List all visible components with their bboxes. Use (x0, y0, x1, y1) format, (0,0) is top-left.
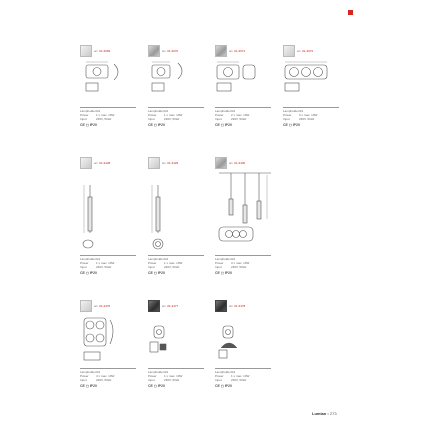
brand-name: Lumian (312, 411, 327, 416)
product-thumbnail (80, 45, 92, 57)
product-cell (80, 157, 140, 275)
product-thumbnail (148, 157, 160, 169)
certification-marks: CE ◻ IP20 (80, 271, 97, 275)
spec-table: LampholderG9 Power 3 x max. 10W Input 230V, 50Hz CE ◻ IP20 (215, 255, 271, 275)
article-number: art. 01-3429 (162, 161, 179, 165)
certification-marks: CE ◻ IP20 (148, 123, 165, 127)
product-cell (148, 157, 208, 275)
spec-table: LampholderG9 Power 1 x max. 10W Input 230V, 50Hz CE ◻ IP20 (148, 107, 204, 127)
technical-drawing (148, 314, 198, 364)
spec-table: LampholderG9 Power 1 x max. 10W Input 230V, 50Hz CE ◻ IP20 (148, 255, 204, 275)
product-thumbnail (148, 300, 160, 312)
certification-marks: CE ◻ IP20 (215, 123, 232, 127)
corner-marker (348, 10, 353, 15)
product-cell (215, 300, 275, 400)
article-number: art. 01-3475 (94, 304, 111, 308)
technical-drawing (80, 59, 130, 99)
technical-drawing (80, 171, 130, 251)
page-footer (312, 411, 337, 416)
technical-drawing (215, 314, 265, 364)
spec-table: LampholderG9 Power 3 x max. 10W Input 230V, 50Hz CE ◻ IP20 (283, 107, 339, 127)
technical-drawing (215, 59, 265, 99)
product-cell (215, 157, 275, 275)
technical-drawing (148, 171, 198, 251)
page-number: • 273 (327, 411, 337, 416)
product-thumbnail (215, 300, 227, 312)
product-cell (80, 45, 140, 145)
spec-table: LampholderG9 Power 1 x max. 10W Input 230V, 50Hz CE ◻ IP20 (215, 368, 271, 388)
certification-marks: CE ◻ IP20 (215, 384, 232, 388)
technical-drawing (215, 171, 275, 253)
article-number: art. 01-3072 (297, 49, 314, 53)
certification-marks: CE ◻ IP20 (283, 123, 300, 127)
product-thumbnail (215, 157, 227, 169)
product-cell (283, 45, 343, 145)
certification-marks: CE ◻ IP20 (215, 271, 232, 275)
certification-marks: CE ◻ IP20 (80, 384, 97, 388)
certification-marks: CE ◻ IP20 (148, 384, 165, 388)
technical-drawing (148, 59, 198, 99)
spec-table: LampholderG9 Power 1 x max. 10W Input 230V, 50Hz CE ◻ IP20 (148, 368, 204, 388)
article-number: art. 01-3430 (229, 161, 246, 165)
spec-table: LampholderG9 Power 2 x max. 10W Input 230V, 50Hz CE ◻ IP20 (215, 107, 271, 127)
product-cell (148, 300, 208, 400)
product-cell (148, 45, 208, 145)
article-number: art. 01-3069 (94, 49, 111, 53)
article-number: art. 01-3070 (162, 49, 179, 53)
article-number: art. 01-3477 (162, 304, 179, 308)
product-thumbnail (283, 45, 295, 57)
product-thumbnail (148, 45, 160, 57)
product-thumbnail (215, 45, 227, 57)
spec-table: LampholderG9 Power 1 x max. 10W Input 230V, 50Hz CE ◻ IP20 (80, 255, 136, 275)
technical-drawing (283, 59, 333, 99)
certification-marks: CE ◻ IP20 (80, 123, 97, 127)
article-number: art. 01-3478 (229, 304, 246, 308)
product-thumbnail (80, 300, 92, 312)
spec-table: LampholderG9 Power 4 x max. 10W Input 230V, 50Hz CE ◻ IP20 (80, 368, 136, 388)
product-cell (80, 300, 140, 400)
certification-marks: CE ◻ IP20 (148, 271, 165, 275)
technical-drawing (80, 314, 130, 364)
spec-table: LampholderG9 Power 1 x max. 10W Input 230V, 50Hz CE ◻ IP20 (80, 107, 136, 127)
product-thumbnail (80, 157, 92, 169)
article-number: art. 01-3071 (229, 49, 246, 53)
article-number: art. 01-3428 (94, 161, 111, 165)
product-cell (215, 45, 275, 145)
